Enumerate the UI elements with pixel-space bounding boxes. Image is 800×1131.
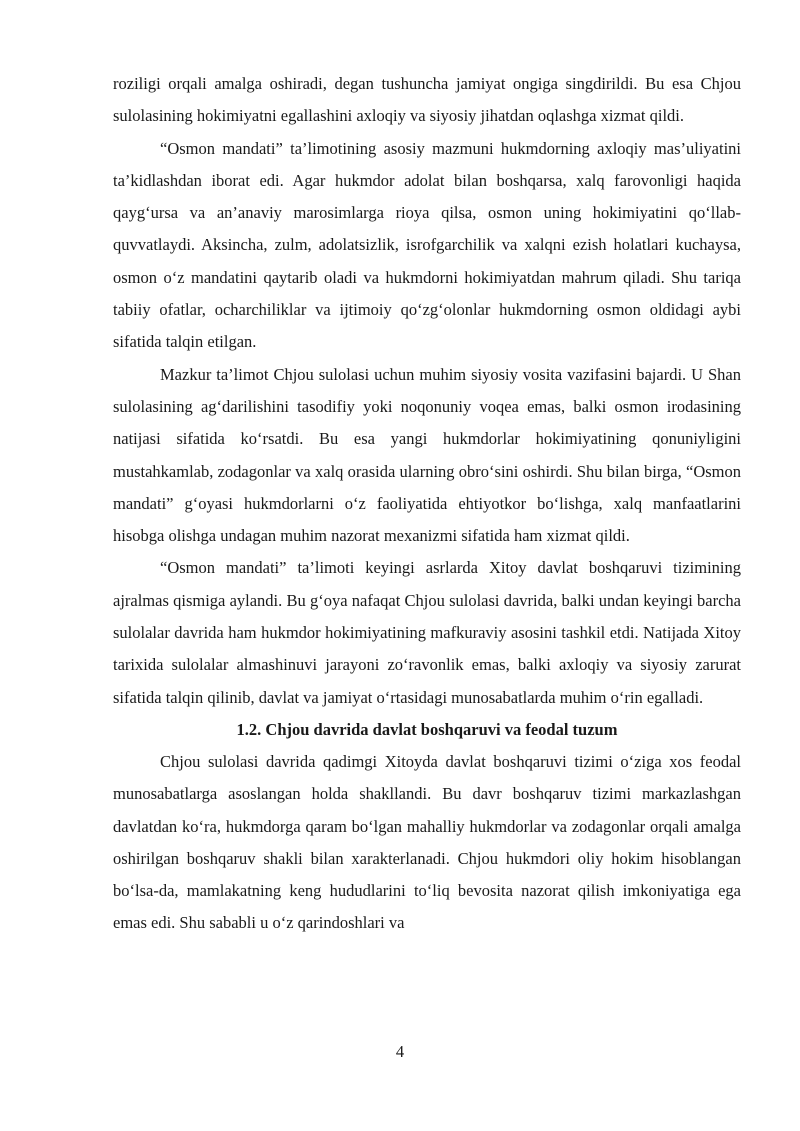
page-body bbox=[113, 68, 741, 940]
section-heading: 1.2. Chjou davrida davlat boshqaruvi va feodal tuzum bbox=[236, 719, 618, 739]
paragraph-continuation: roziligi orqali amalga oshiradi, degan tushuncha jamiyat ongiga singdirildi. Bu esa Chjou sulolasining hokimiyatni egallashini axloqiy va siyosiy jihatdan oqlashga xizmat qildi. bbox=[113, 74, 741, 126]
paragraph-political-tool: Mazkur ta’limot Chjou sulolasi uchun muhim siyosiy vosita vazifasini bajardi. U Shan sulolasining ag‘darilishini tasodifiy yoki noqonuniy voqea emas, balki osmon irodasining natijasi sifatida ko‘rsatdi. Bu esa yangi hukmdorlar hokimiyatining qonuniyligini mustahkamlab, zodagonlar va xalq orasida ularning obro‘sini oshirdi. Shu bilan birga, “Osmon mandati” g‘oyasi hukmdorlarni o‘z faoliyatida ehtiyotkor bo‘lishga, xalq manfaatlarini hisobga olishga undagan muhim nazorat mexanizmi sifatida ham xizmat qildi. bbox=[113, 364, 741, 546]
paragraph-mandate-content: “Osmon mandati” ta’limotining asosiy mazmuni hukmdorning axloqiy mas’uliyatini ta’kidlashdan iborat edi. Agar hukmdor adolat bilan boshqarsa, xalq farovonligi haqida qayg‘ursa va an’anaviy marosimlarga rioya qilsa, osmon uning hokimiyatini qo‘llab-quvvatlaydi. Aksincha, zulm, adolatsizlik, isrofgarchilik va xalqni ezish holatlari kuchaysa, osmon o‘z mandatini qaytarib oladi va hukmdorni hokimiyatdan mahrum qiladi. Shu tariqa tabiiy ofatlar, ocharchiliklar va ijtimoiy qo‘zg‘olonlar hukmdorning osmon oldidagi aybi sifatida talqin etilgan. bbox=[113, 138, 741, 352]
page-number: 4 bbox=[395, 1042, 405, 1061]
paragraph-later-centuries: “Osmon mandati” ta’limoti keyingi asrlarda Xitoy davlat boshqaruvi tizimining ajralmas qismiga aylandi. Bu g‘oya nafaqat Chjou sulolasi davrida, balki undan keyingi barcha sulolalar davrida ham hukmdor hokimiyatining mafkuraviy asosini tashkil etdi. Natijada Xitoy tarixida sulolalar almashinuvi jarayoni zo‘ravonlik emas, balki axloqiy va siyosiy zarurat sifatida talqin qilinib, davlat va jamiyat o‘rtasidagi munosabatlarda muhim o‘rin egalladi. bbox=[113, 558, 741, 707]
paragraph-section-intro: Chjou sulolasi davrida qadimgi Xitoyda davlat boshqaruvi tizimi o‘ziga xos feodal munosabatlarga asoslangan holda shakllandi. Bu davr boshqaruv tizimi markazlashgan davlatdan ko‘ra, hukmdorga qaram bo‘lgan mahalliy hukmdorlar va zodagonlar orqali amalga oshirilgan boshqaruv shakli bilan xarakterlanadi. Chjou hukmdori oliy hokim hisoblangan bo‘lsa-da, mamlakatning keng hududlarini to‘liq bevosita nazorat qilish imkoniyatiga ega emas edi. Shu sababli u o‘z qarindoshlari va bbox=[113, 751, 741, 933]
